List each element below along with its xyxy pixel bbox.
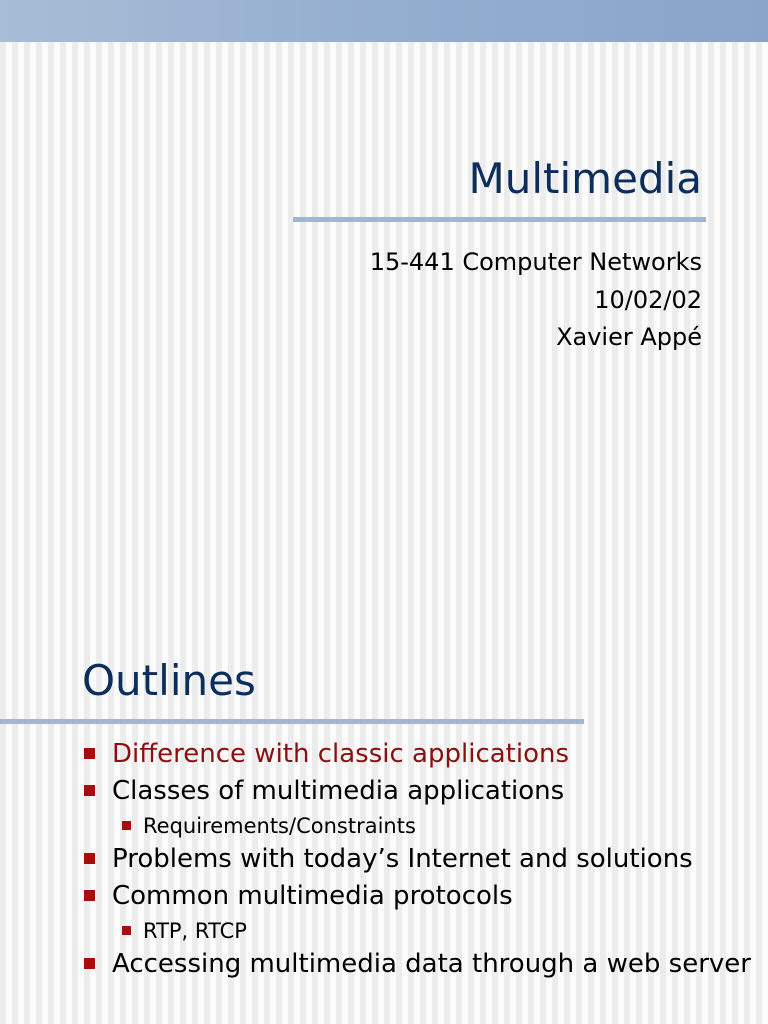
outline-item bbox=[82, 948, 762, 980]
square-bullet-icon bbox=[84, 890, 95, 901]
subtitle-block bbox=[370, 244, 702, 357]
square-bullet-icon bbox=[84, 748, 95, 759]
outline-slide bbox=[0, 576, 768, 1024]
outline-subitem bbox=[82, 812, 762, 840]
outline-item-text: Classes of multimedia applications bbox=[112, 776, 565, 806]
outline-item-text: Problems with today’s Internet and solutions bbox=[112, 844, 693, 874]
slide-title: Outlines bbox=[82, 656, 256, 705]
outline-list bbox=[82, 738, 762, 985]
outline-item bbox=[82, 738, 762, 770]
title-underline bbox=[293, 217, 706, 222]
square-bullet-icon bbox=[84, 785, 95, 796]
square-bullet-icon bbox=[84, 853, 95, 864]
top-band bbox=[0, 0, 768, 42]
outline-item-text: Common multimedia protocols bbox=[112, 881, 513, 911]
outline-item bbox=[82, 843, 762, 875]
square-bullet-icon bbox=[122, 926, 131, 935]
outline-item bbox=[82, 775, 762, 807]
course-line: 15-441 Computer Networks bbox=[369, 248, 702, 276]
outline-item bbox=[82, 880, 762, 912]
outline-subitem bbox=[82, 917, 762, 945]
slide-title: Multimedia bbox=[468, 154, 702, 203]
square-bullet-icon bbox=[122, 821, 131, 830]
author-line: Xavier Appé bbox=[556, 323, 702, 351]
date-line: 10/02/02 bbox=[594, 285, 702, 314]
outline-item-text: Accessing multimedia data through a web server bbox=[112, 949, 751, 979]
outline-item-text: Difference with classic applications bbox=[112, 739, 570, 769]
outline-item-text: RTP, RTCP bbox=[143, 919, 247, 943]
title-underline bbox=[0, 719, 584, 724]
square-bullet-icon bbox=[84, 958, 95, 969]
outline-item-text: Requirements/Constraints bbox=[143, 814, 416, 838]
